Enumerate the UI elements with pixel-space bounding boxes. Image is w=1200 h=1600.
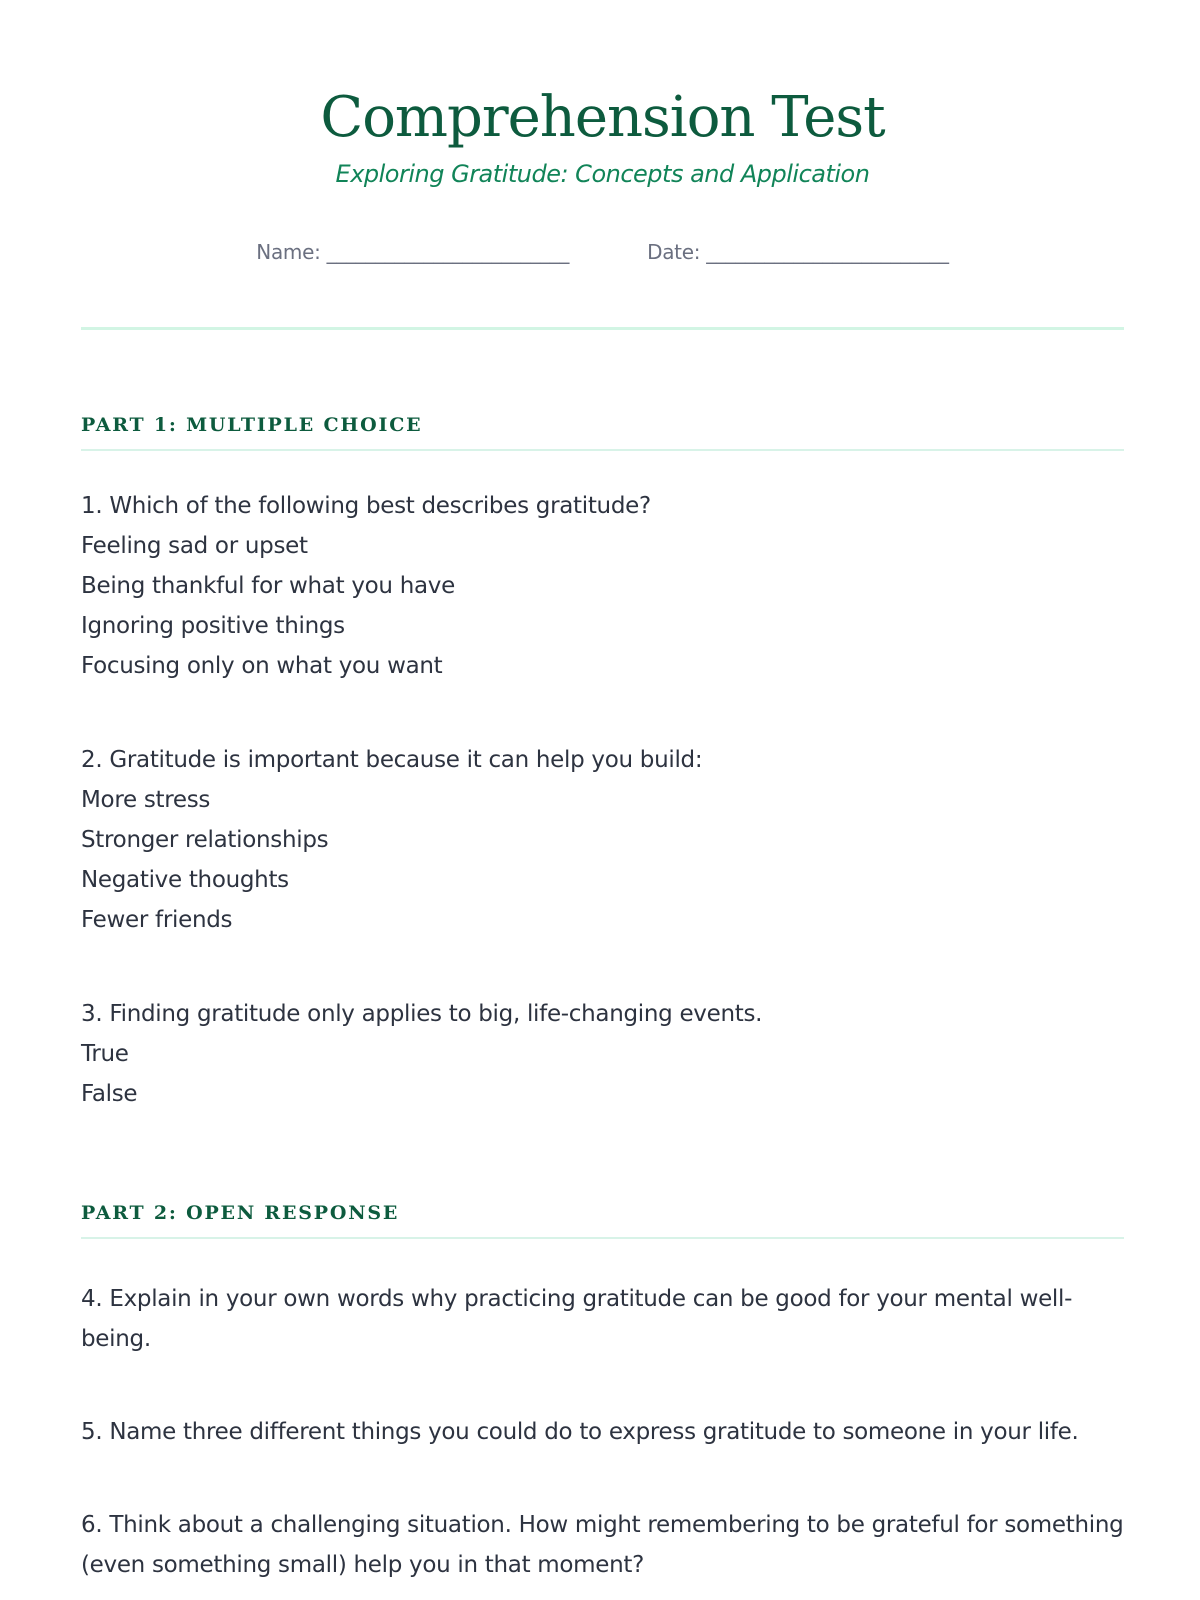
question-text: 5. Name three different things you could do to express gratitude to someone in your life. [81,1419,1079,1445]
question-text: 1. Which of the following best describes gratitude? [81,493,651,519]
page-title: Comprehension Test [320,85,885,150]
section-heading: PART 2: OPEN RESPONSE [81,1200,1124,1239]
question-4 [81,1279,1124,1359]
question-5 [81,1412,1124,1452]
name-field[interactable]: Name: _________________________ [256,240,570,264]
header-divider [81,327,1124,330]
question-text: 6. Think about a challenging situation. How might remembering to be grateful for something (even something small) help you in that moment? [81,1512,1124,1578]
answer-option[interactable]: Stronger relationships [81,827,329,853]
date-field[interactable]: Date: _________________________ [647,240,949,264]
answer-option[interactable]: Being thankful for what you have [81,573,455,599]
question-text: 3. Finding gratitude only applies to big, life-changing events. [81,1001,763,1027]
question-6 [81,1505,1124,1585]
answer-option[interactable]: More stress [81,787,211,813]
answer-option[interactable]: Fewer friends [81,907,233,933]
part-2-section [81,1200,1124,1585]
section-heading: PART 1: MULTIPLE CHOICE [81,412,1124,451]
question-1 [81,486,1124,686]
answer-option[interactable]: True [81,1041,129,1067]
answer-option[interactable]: Negative thoughts [81,867,289,893]
answer-option[interactable]: False [81,1081,138,1107]
answer-option[interactable]: Ignoring positive things [81,613,345,639]
student-fields [81,240,1124,264]
part-1-section [81,412,1124,1114]
question-2 [81,740,1124,940]
question-text: 2. Gratitude is important because it can help you build: [81,747,703,773]
page-subtitle: Exploring Gratitude: Concepts and Application [335,160,870,188]
answer-option[interactable]: Feeling sad or upset [81,533,308,559]
answer-option[interactable]: Focusing only on what you want [81,653,443,679]
question-text: 4. Explain in your own words why practicing gratitude can be good for your mental well-being. [81,1286,1073,1352]
question-3 [81,994,1124,1114]
